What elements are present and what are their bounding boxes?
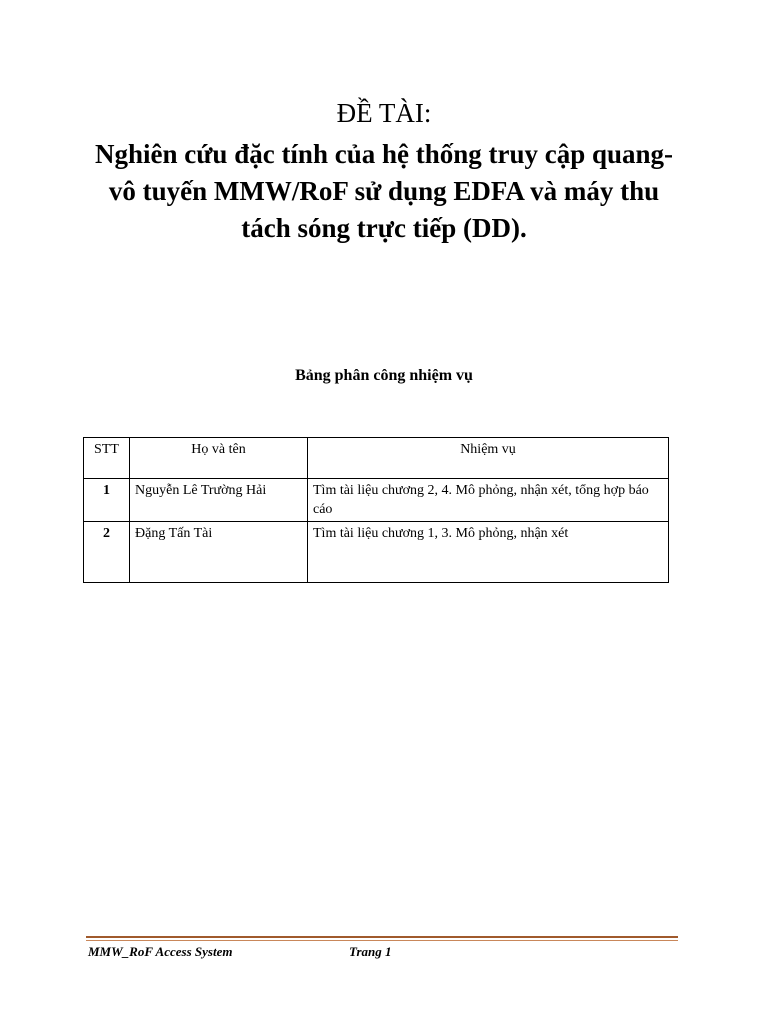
row-task: Tìm tài liệu chương 1, 3. Mô phỏng, nhận xét [308,522,669,583]
table-header-row [84,438,669,479]
row-name: Nguyễn Lê Trường Hải [130,479,308,522]
row-task: Tìm tài liệu chương 2, 4. Mô phỏng, nhận xét, tổng hợp báo cáo [308,479,669,522]
row-stt: 1 [84,479,130,522]
row-name: Đặng Tấn Tài [130,522,308,583]
row-stt: 2 [84,522,130,583]
header-stt: STT [84,438,130,479]
task-assignment-table [83,437,669,583]
footer-rule [86,936,678,938]
footer-document-name: MMW_RoF Access System [88,944,233,959]
table-row [84,479,669,522]
document-heading: ĐỀ TÀI: [336,98,432,128]
header-name: Họ và tên [130,438,308,479]
footer-page-number: Trang 1 [349,944,392,959]
footer-rule-thin [86,940,678,941]
document-title: Nghiên cứu đặc tính của hệ thống truy cập quang-vô tuyến MMW/RoF sử dụng EDFA và máy thu tách sóng trực tiếp (DD). [94,139,674,243]
table-row [84,522,669,583]
header-task: Nhiệm vụ [308,438,669,479]
table-caption: Bảng phân công nhiệm vụ [295,367,473,384]
